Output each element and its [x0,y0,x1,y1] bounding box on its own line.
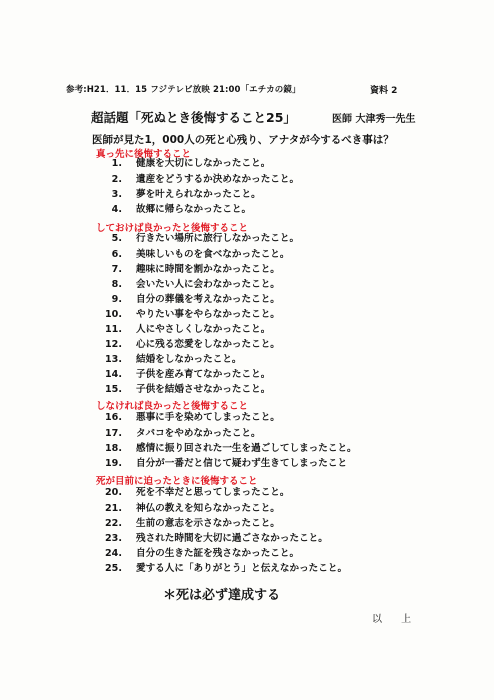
item-number: 20. [105,487,122,498]
item-number: 1. [111,158,122,169]
section-heading: 真っ先に後悔すること [96,149,192,160]
item-number: 16. [105,412,122,423]
item-number: 12. [105,339,122,350]
item-text: 趣味に時間を割かなかったこと。 [136,264,280,275]
item-number: 19. [105,458,122,469]
item-number: 5. [111,233,122,244]
item-text: 神仏の教えを知らなかったこと。 [136,503,280,514]
document-title: 超話題「死ぬとき後悔すること25」 [91,110,296,125]
item-number: 9. [111,294,122,305]
section-heading: しなければ良かったと後悔すること [96,401,249,412]
reference-line: 参考:H21．11．15 フジテレビ放映 21:00「エチカの鏡」 [66,85,301,95]
item-number: 14. [105,369,122,380]
item-text: 自分の生きた証を残さなかったこと。 [136,548,300,559]
item-text: 生前の意志を示さなかったこと。 [136,518,280,529]
item-text: 故郷に帰らなかったこと。 [136,204,252,215]
item-number: 24. [105,548,122,559]
conclusion-statement: ＊死は必ず達成する [163,588,281,603]
item-text: 会いたい人に会わなかったこと。 [136,279,280,290]
item-number: 13. [105,354,122,365]
item-text: 愛する人に「ありがとう」と伝えなかったこと。 [136,563,348,574]
author-name: 医師 大津秀一先生 [332,114,416,125]
item-number: 10. [105,309,122,320]
item-number: 7. [111,264,122,275]
item-number: 4. [111,204,122,215]
item-text: 美味しいものを食べなかったこと。 [136,249,290,260]
item-text: 行きたい場所に旅行しなかったこと。 [136,233,300,244]
intro-question: 医師が見た1，000人の死と心残り、アナタが今するべき事は？ [92,134,394,146]
item-text: 自分が一番だと信じて疑わず生きてしまったこと [136,458,348,469]
item-text: タバコをやめなかったこと。 [136,428,261,439]
item-number: 23. [105,533,122,544]
item-number: 2. [111,174,122,185]
item-text: 夢を叶えられなかったこと。 [136,189,261,200]
item-number: 8. [111,279,122,290]
item-text: 自分の葬儀を考えなかったこと。 [136,294,280,305]
item-text: 子供を産み育てなかったこと。 [136,369,271,380]
item-text: 人にやさしくしなかったこと。 [136,324,271,335]
item-number: 18. [105,443,122,454]
item-number: 3. [111,189,122,200]
item-number: 25. [105,563,122,574]
item-number: 17. [105,428,122,439]
item-text: 子供を結婚させなかったこと。 [136,384,271,395]
item-text: 遺産をどうするか決めなかったこと。 [136,174,300,185]
closing-mark: 以 上 [372,614,420,625]
item-text: 死を不幸だと思ってしまったこと。 [136,487,290,498]
item-number: 15. [105,384,122,395]
item-text: 残された時間を大切に過ごさなかったこと。 [136,533,328,544]
item-number: 22. [105,518,122,529]
item-text: 悪事に手を染めてしまったこと。 [136,412,280,423]
item-text: 結婚をしなかったこと。 [136,354,242,365]
item-number: 6. [111,249,122,260]
item-text: 感情に振り回された一生を過ごしてしまったこと。 [136,443,357,454]
item-number: 11. [105,324,122,335]
item-text: やりたい事をやらなかったこと。 [136,309,280,320]
item-text: 心に残る恋愛をしなかったこと。 [136,339,280,350]
document-number: 資料 2 [370,86,398,96]
section-heading: しておけば良かったと後悔すること [96,223,249,234]
section-heading: 死が目前に迫ったときに後悔すること [96,476,258,487]
item-text: 健康を大切にしなかったこと。 [136,158,271,169]
item-number: 21. [105,503,122,514]
